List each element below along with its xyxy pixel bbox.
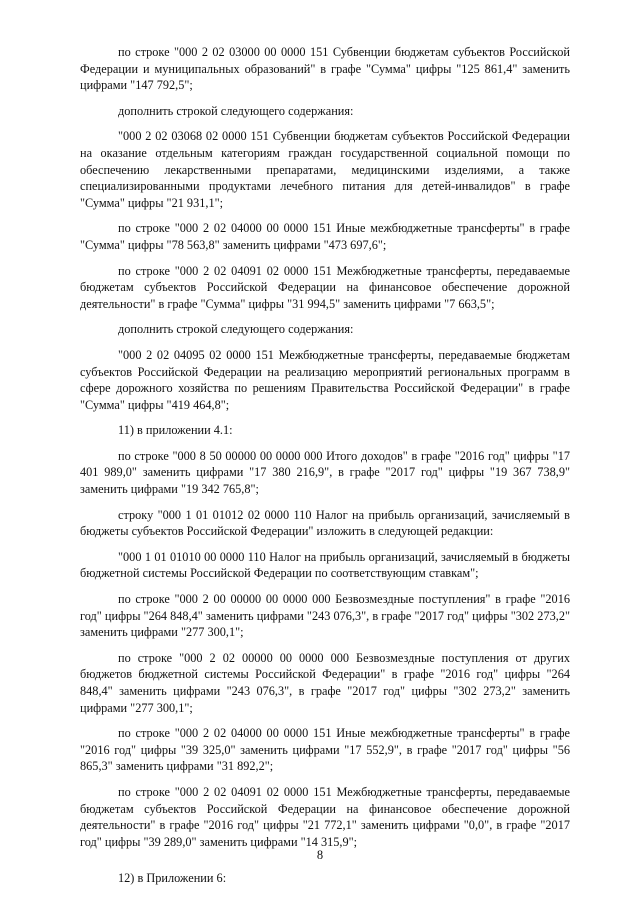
- document-body: [80, 44, 570, 896]
- paragraph: "000 1 01 01010 00 0000 110 Налог на прибыль организаций, зачисляемый в бюджеты бюджетной системы Российской Федерации по соответствующим ставкам";: [80, 549, 570, 581]
- section-heading: 11) в приложении 4.1:: [118, 423, 233, 438]
- paragraph: по строке "000 2 02 03000 00 0000 151 Субвенции бюджетам субъектов Российской Федерации и муниципальных образований" в графе "Сумма" цифры "125 861,4" заменить цифрами "147 792,5";: [80, 45, 570, 93]
- paragraph: строку "000 1 01 01012 02 0000 110 Налог на прибыль организаций, зачисляемый в бюджеты субъектов Российской Федерации" изложить в следующей редакции:: [80, 507, 570, 539]
- paragraph: по строке "000 2 02 04000 00 0000 151 Иные межбюджетные трансферты" в графе "Сумма" цифры "78 563,8" заменить цифрами "473 697,6";: [80, 221, 570, 252]
- paragraph: по строке "000 8 50 00000 00 0000 000 Итого доходов" в графе "2016 год" цифры "17 401 989,0" заменить цифрами "17 380 216,9", в графе "2017 год" цифры "19 367 738,9" заменить цифрами "19 342 765,8";: [80, 448, 570, 497]
- paragraph: дополнить строкой следующего содержания:: [118, 322, 354, 337]
- paragraph: по строке "000 2 02 04091 02 0000 151 Межбюджетные трансферты, передаваемые бюджетам субъектов Российской Федерации на финансовое обеспечение дорожной деятельности" в графе "Сумма" цифры "31 994,5" заменить цифрами "7 663,5";: [80, 263, 570, 311]
- paragraph: "000 2 02 04095 02 0000 151 Межбюджетные трансферты, передаваемые бюджетам субъектов Российской Федерации на реализацию мероприятий региональных программ в сфере дорожного хозяйства по решениям Правительства Российской Федерации" в графе "Сумма" цифры "419 464,8";: [80, 347, 570, 412]
- paragraph: по строке "000 2 02 00000 00 0000 000 Безвозмездные поступления от других бюджетов бюджетной системы Российской Федерации" в графе "2016 год" цифры "264 848,4" заменить цифрами "243 076,3", в графе "2017 год" цифры "302 273,2" заменить цифрами "277 300,1";: [80, 650, 570, 715]
- paragraph: по строке "000 2 02 04000 00 0000 151 Иные межбюджетные трансферты" в графе "2016 год" цифры "39 325,0" заменить цифрами "17 552,9", в графе "2017 год" цифры "56 865,3" заменить цифрами "31 892,2";: [80, 726, 570, 774]
- paragraph: по строке "000 2 02 04091 02 0000 151 Межбюджетные трансферты, передаваемые бюджетам субъектов Российской Федерации на финансовое обеспечение дорожной деятельности" в графе "2016 год" цифры "21 772,1" заменить цифрами "0,0", в графе "2017 год" цифры "39 289,0" заменить цифрами "14 315,9";: [80, 784, 570, 849]
- page-number: 8: [316, 848, 324, 862]
- paragraph: дополнить строкой следующего содержания:: [118, 103, 354, 118]
- paragraph: "000 2 02 03068 02 0000 151 Субвенции бюджетам субъектов Российской Федерации на оказание отдельным категориям граждан государственной социальной помощи по обеспечению лекарственными препаратами, медицинскими изделиями, а также специализированными продуктами лечебного питания для детей-инвалидов" в графе "Сумма" цифры "21 931,1";: [80, 129, 570, 210]
- paragraph: по строке "000 2 00 00000 00 0000 000 Безвозмездные поступления" в графе "2016 год" цифры "264 848,4" заменить цифрами "243 076,3", в графе "2017 год" цифры "302 273,2" заменить цифрами "277 300,1";: [80, 592, 570, 640]
- section-heading: 12) в Приложении 6:: [118, 871, 227, 886]
